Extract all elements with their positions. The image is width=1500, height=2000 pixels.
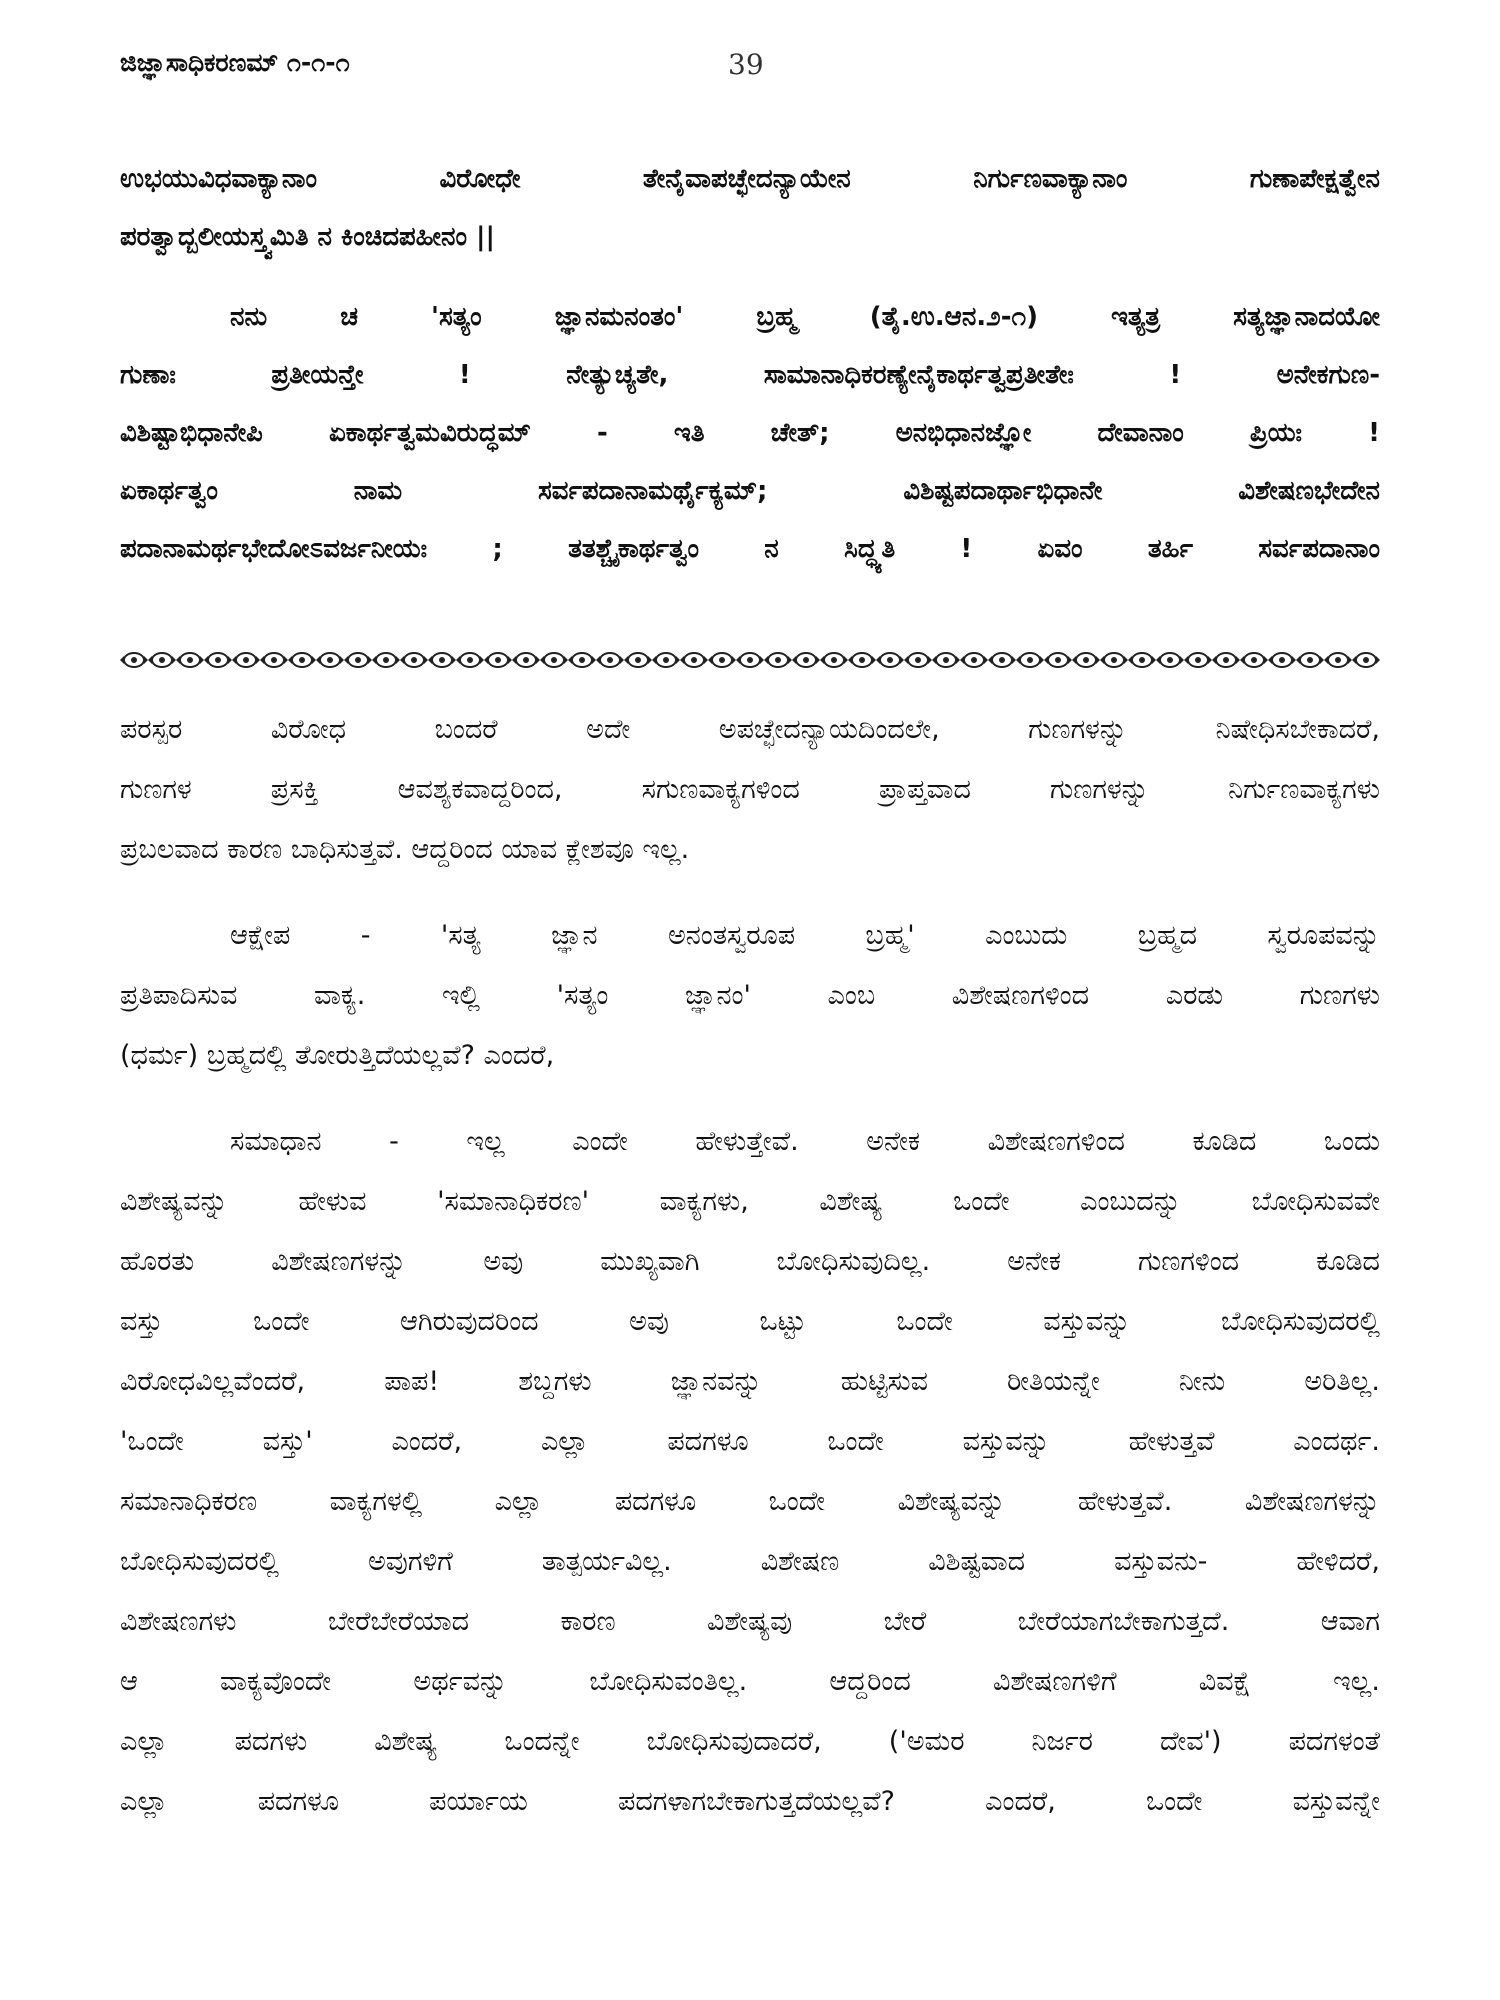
kannada-line: ವಸ್ತು ಒಂದೇ ಆಗಿರುವುದರಿಂದ ಅವು ಒಟ್ಟು ಒಂದೇ ವಸ್ತುವನ್ನು ಬೋಧಿಸುವುದರಲ್ಲಿ — [120, 1306, 1380, 1337]
kannada-line: ಎಲ್ಲಾ ಪದಗಳೂ ಪರ್ಯಾಯ ಪದಗಳಾಗಬೇಕಾಗುತ್ತದೆಯಲ್ಲವೆ? ಎಂದರೆ, ಒಂದೇ ವಸ್ತುವನ್ನೇ — [120, 1786, 1380, 1817]
kannada-line: 'ಒಂದೇ ವಸ್ತು' ಎಂದರೆ, ಎಲ್ಲಾ ಪದಗಳೂ ಒಂದೇ ವಸ್ತುವನ್ನು ಹೇಳುತ್ತವೆ ಎಂದರ್ಥ. — [120, 1426, 1380, 1457]
kannada-line: ಸಮಾನಾಧಿಕರಣ ವಾಕ್ಯಗಳಲ್ಲಿ ಎಲ್ಲಾ ಪದಗಳೂ ಒಂದೇ ವಿಶೇಷ್ಯವನ್ನು ಹೇಳುತ್ತವೆ. ವಿಶೇಷಣಗಳನ್ನು — [120, 1486, 1380, 1517]
kannada-line: ಆಕ್ಷೇಪ - 'ಸತ್ಯ ಜ್ಞಾನ ಅನಂತಸ್ವರೂಪ ಬ್ರಹ್ಮ' ಎಂಬುದು ಬ್ರಹ್ಮದ ಸ್ವರೂಪವನ್ನು — [230, 920, 1380, 951]
sanskrit-line: ಏಕಾರ್ಥತ್ವಂ ನಾಮ ಸರ್ವಪದಾನಾಮರ್ಥೈಕ್ಯಮ್; ವಿಶಿಷ್ಟಪದಾರ್ಥಾಭಿಧಾನೇ ವಿಶೇಷಣಭೇದೇನ — [120, 476, 1380, 506]
kannada-line: ಎಲ್ಲಾ ಪದಗಳು ವಿಶೇಷ್ಯ ಒಂದನ್ನೇ ಬೋಧಿಸುವುದಾದರೆ, ('ಅಮರ ನಿರ್ಜರ ದೇವ') ಪದಗಳಂತೆ — [120, 1726, 1380, 1757]
kannada-line: ಪ್ರಬಲವಾದ ಕಾರಣ ಬಾಧಿಸುತ್ತವೆ. ಆದ್ದರಿಂದ ಯಾವ ಕ್ಲೇಶವೂ ಇಲ್ಲ. — [120, 834, 690, 865]
kannada-line: ಸಮಾಧಾನ - ಇಲ್ಲ ಎಂದೇ ಹೇಳುತ್ತೇವೆ. ಅನೇಕ ವಿಶೇಷಣಗಳಿಂದ ಕೂಡಿದ ಒಂದು — [230, 1126, 1380, 1157]
kannada-line: ಪರಸ್ಪರ ವಿರೋಧ ಬಂದರೆ ಅದೇ ಅಪಚ್ಛೇದನ್ಯಾಯದಿಂದಲೇ, ಗುಣಗಳನ್ನು ನಿಷೇಧಿಸಬೇಕಾದರೆ, — [120, 714, 1380, 745]
kannada-line: ವಿಶೇಷ್ಯವನ್ನು ಹೇಳುವ 'ಸಮಾನಾಧಿಕರಣ' ವಾಕ್ಯಗಳು, ವಿಶೇಷ್ಯ ಒಂದೇ ಎಂಬುದನ್ನು ಬೋಧಿಸುವವೇ — [120, 1186, 1380, 1217]
kannada-line: ಆ ವಾಕ್ಯವೊಂದೇ ಅರ್ಥವನ್ನು ಬೋಧಿಸುವಂತಿಲ್ಲ. ಆದ್ದರಿಂದ ವಿಶೇಷಣಗಳಿಗೆ ವಿವಕ್ಷೆ ಇಲ್ಲ. — [120, 1666, 1380, 1697]
ornamental-divider — [120, 646, 1380, 674]
sanskrit-text-block — [120, 150, 1380, 578]
running-title: ಜಿಜ್ಞಾಸಾಧಿಕರಣಮ್ ೧-೧-೧ — [120, 48, 350, 77]
sanskrit-line: ಗುಣಾಃ ಪ್ರತೀಯನ್ತೇ ! ನೇತ್ಯುಚ್ಯತೇ, ಸಾಮಾನಾಧಿಕರಣ್ಯೇನೈಕಾರ್ಥತ್ವಪ್ರತೀತೇಃ ! ಅನೇಕಗುಣ- — [120, 360, 1380, 390]
sanskrit-line: ಉಭಯುವಿಧವಾಕ್ಯಾನಾಂ ವಿರೋಧೇ ತೇನೈವಾಪಚ್ಛೇದನ್ಯಾಯೇನ ನಿರ್ಗುಣವಾಕ್ಯಾನಾಂ ಗುಣಾಪೇಕ್ಷತ್ವೇನ — [120, 164, 1380, 194]
page-number: 39 — [728, 48, 764, 81]
page-header — [120, 48, 1380, 88]
kannada-line: ಗುಣಗಳ ಪ್ರಸಕ್ತಿ ಆವಶ್ಯಕವಾದ್ದರಿಂದ, ಸಗುಣವಾಕ್ಯಗಳಿಂದ ಪ್ರಾಪ್ತವಾದ ಗುಣಗಳನ್ನು ನಿರ್ಗುಣವಾಕ್ಯಗಳು — [120, 774, 1380, 805]
kannada-line: ಪ್ರತಿಪಾದಿಸುವ ವಾಕ್ಯ. ಇಲ್ಲಿ 'ಸತ್ಯಂ ಜ್ಞಾನಂ' ಎಂಬ ವಿಶೇಷಣಗಳಿಂದ ಎರಡು ಗುಣಗಳು — [120, 980, 1380, 1011]
kannada-line: (ಧರ್ಮ) ಬ್ರಹ್ಮದಲ್ಲಿ ತೋರುತ್ತಿದೆಯಲ್ಲವೆ? ಎಂದರೆ, — [120, 1040, 555, 1071]
kannada-line: ವಿಶೇಷಣಗಳು ಬೇರೆಬೇರೆಯಾದ ಕಾರಣ ವಿಶೇಷ್ಯವು ಬೇರೆ ಬೇರೆಯಾಗಬೇಕಾಗುತ್ತದೆ. ಆವಾಗ — [120, 1606, 1380, 1637]
sanskrit-line: ವಿಶಿಷ್ಟಾಭಿಧಾನೇಪಿ ಏಕಾರ್ಥತ್ವಮವಿರುದ್ಧಮ್ - ಇತಿ ಚೇತ್; ಅನಭಿಧಾನಜ್ಞೋ ದೇವಾನಾಂ ಪ್ರಿಯಃ ! — [120, 418, 1380, 448]
sanskrit-line: ನನು ಚ 'ಸತ್ಯಂ ಜ್ಞಾನಮನಂತಂ' ಬ್ರಹ್ಮ (ತೈ.ಉ.ಆನ.೨-೧) ಇತ್ಯತ್ರ ಸತ್ಯಜ್ಞಾನಾದಯೋ — [230, 302, 1380, 332]
kannada-text-block — [120, 700, 1380, 1832]
sanskrit-line: ಪದಾನಾಮರ್ಥಭೇದೋಽವರ್ಜನೀಯಃ ; ತತಶ್ಚೈಕಾರ್ಥತ್ವಂ ನ ಸಿದ್ಧ್ಯತಿ ! ಏವಂ ತರ್ಹಿ ಸರ್ವಪದಾನಾಂ — [120, 534, 1380, 564]
kannada-line: ಹೊರತು ವಿಶೇಷಣಗಳನ್ನು ಅವು ಮುಖ್ಯವಾಗಿ ಬೋಧಿಸುವುದಿಲ್ಲ. ಅನೇಕ ಗುಣಗಳಿಂದ ಕೂಡಿದ — [120, 1246, 1380, 1277]
kannada-line: ಬೋಧಿಸುವುದರಲ್ಲಿ ಅವುಗಳಿಗೆ ತಾತ್ಪರ್ಯವಿಲ್ಲ. ವಿಶೇಷಣ ವಿಶಿಷ್ಟವಾದ ವಸ್ತುವನು- ಹೇಳಿದರೆ, — [120, 1546, 1380, 1577]
sanskrit-line: ಪರತ್ವಾದ್ಬಲೀಯಸ್ತ್ವಮಿತಿ ನ ಕಿಂಚಿದಪಹೀನಂ || — [120, 222, 496, 252]
kannada-line: ವಿರೋಧವಿಲ್ಲವೆಂದರೆ, ಪಾಪ! ಶಬ್ದಗಳು ಜ್ಞಾನವನ್ನು ಹುಟ್ಟಿಸುವ ರೀತಿಯನ್ನೇ ನೀನು ಅರಿತಿಲ್ಲ. — [120, 1366, 1380, 1397]
